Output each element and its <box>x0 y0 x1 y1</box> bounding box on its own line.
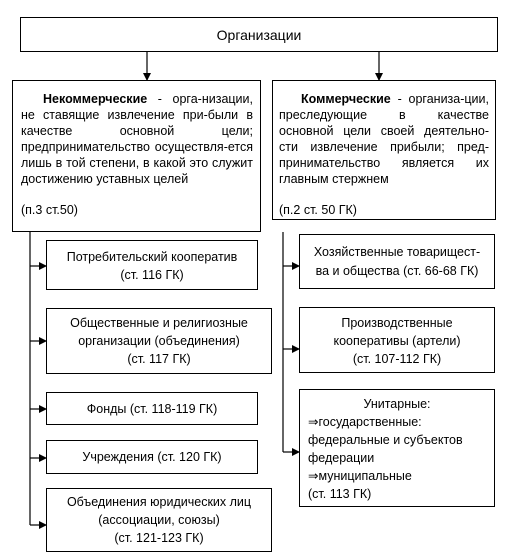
root-label: Организации <box>216 27 302 43</box>
noncommercial-title: Некоммерческие <box>43 92 148 106</box>
noncommercial-description: - орга-низации, не ставящие извлечение при-были в качестве основной цели; предпринимательство осуществля-ется лишь в той степени, в какой это служит достижению уставных целей <box>21 92 253 186</box>
c-item-3-line5: ⇒муниципальные <box>308 469 412 483</box>
c-item-1-line1: Хозяйственные товарищест- <box>313 245 481 259</box>
noncommercial-reference: (п.3 ст.50) <box>21 203 78 217</box>
nc-item-5-line1: Объединения юридических лиц <box>66 495 252 509</box>
nc-item-legal-associations <box>46 488 272 552</box>
nc-item-1-line1: Потребительский кооператив <box>66 250 238 264</box>
nc-item-consumer-cooperative <box>46 240 258 290</box>
nc-item-2-line3: (ст. 117 ГК) <box>127 352 191 366</box>
commercial-title: Коммерческие <box>301 92 391 106</box>
noncommercial-description-block <box>21 91 253 187</box>
nc-item-5-line2: (ассоциации, союзы) <box>98 513 220 527</box>
nc-item-funds <box>46 392 258 425</box>
commercial-box <box>272 80 496 220</box>
c-item-production-cooperatives <box>299 307 495 373</box>
commercial-description: - организа-ции, преследующие в качестве основной цели своей деятельно-сти извлечение прибыли; пред-принимательство является их главным стержнем <box>279 92 489 186</box>
c-item-2-line1: Производственные <box>341 316 453 330</box>
nc-item-3-line1: Фонды (ст. 118-119 ГК) <box>86 402 218 416</box>
c-item-business-partnerships <box>299 234 495 289</box>
nc-item-2-line2: организации (объединения) <box>78 334 240 348</box>
c-item-1-line2: ва и общества (ст. 66-68 ГК) <box>315 264 479 278</box>
nc-item-4-line1: Учреждения (ст. 120 ГК) <box>82 450 222 464</box>
nc-item-institutions <box>46 440 258 474</box>
c-item-2-line3: (ст. 107-112 ГК) <box>352 352 442 366</box>
commercial-description-block <box>279 91 489 187</box>
c-item-3-line3: федеральные и субъектов <box>308 433 463 447</box>
nc-item-2-line1: Общественные и религиозные <box>70 316 248 330</box>
noncommercial-box <box>12 80 261 232</box>
commercial-reference: (п.2 ст. 50 ГК) <box>279 203 357 217</box>
c-item-3-line4: федерации <box>308 451 375 465</box>
c-item-3-line6: (ст. 113 ГК) <box>308 487 372 501</box>
c-item-2-line2: кооперативы (артели) <box>333 334 461 348</box>
nc-item-1-line2: (ст. 116 ГК) <box>120 268 184 282</box>
c-item-3-line1: Унитарные: <box>363 397 431 411</box>
nc-item-public-religious <box>46 308 272 374</box>
c-item-3-line2: ⇒государственные: <box>308 415 422 429</box>
root-box <box>20 17 498 52</box>
c-item-unitary <box>299 389 495 507</box>
nc-item-5-line3: (ст. 121-123 ГК) <box>114 531 204 545</box>
